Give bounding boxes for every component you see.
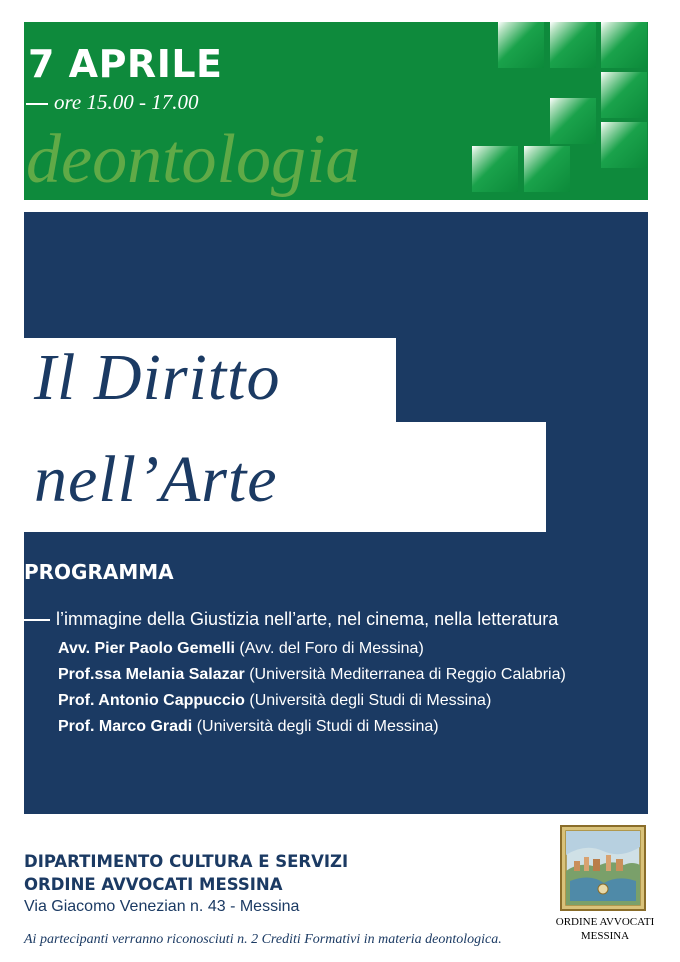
event-date: 7 APRILE [28, 42, 223, 86]
dash-icon [24, 619, 50, 621]
decorative-tile [601, 122, 647, 168]
dash-icon [26, 103, 48, 105]
speaker-name: Prof. Marco Gradi [58, 718, 193, 735]
address: Via Giacomo Venezian n. 43 - Messina [24, 898, 300, 915]
speaker-affiliation: (Università degli Studi di Messina) [244, 692, 492, 709]
speaker-item [58, 666, 566, 684]
speaker-item [58, 718, 439, 736]
event-time [26, 90, 198, 115]
seal-caption-line1: ORDINE AVVOCATI [555, 916, 655, 928]
speaker-name: Avv. Pier Paolo Gemelli [58, 640, 235, 657]
event-time-text: ore 15.00 - 17.00 [54, 90, 199, 114]
seal-caption-line2: MESSINA [580, 930, 630, 942]
decorative-tile [498, 22, 544, 68]
seal-caption [546, 915, 664, 943]
decorative-tile [472, 146, 518, 192]
event-topic: deontologia [26, 121, 361, 198]
department-name: DIPARTIMENTO CULTURA E SERVIZI [24, 852, 349, 871]
speaker-affiliation: (Università degli Studi di Messina) [192, 718, 439, 735]
event-header [24, 22, 648, 200]
decorative-tile [524, 146, 570, 192]
program-heading: PROGRAMMA [24, 560, 174, 584]
event-title-line2: nell’Arte [34, 443, 278, 516]
decorative-tile [550, 98, 596, 144]
bar-association-seal-icon [560, 825, 646, 911]
event-title-line1: Il Diritto [34, 341, 281, 414]
decorative-tile [550, 22, 596, 68]
speaker-name: Prof. Antonio Cappuccio [58, 692, 245, 709]
speaker-item [58, 692, 491, 710]
program-topic-text: l’immagine della Giustizia nell’arte, nel cinema, nella letteratura [56, 609, 559, 629]
speaker-affiliation: (Avv. del Foro di Messina) [234, 640, 424, 657]
organization-name: ORDINE AVVOCATI MESSINA [24, 875, 283, 894]
speaker-item [58, 640, 424, 658]
program-topic [24, 609, 558, 630]
decorative-tile [601, 22, 647, 68]
speaker-name: Prof.ssa Melania Salazar [58, 666, 245, 683]
speaker-affiliation: (Università Mediterranea di Reggio Calabria) [244, 666, 566, 683]
decorative-tile [601, 72, 647, 118]
credits-note: Ai partecipanti verranno riconosciuti n. 2 Crediti Formativi in materia deontologica. [24, 932, 502, 947]
